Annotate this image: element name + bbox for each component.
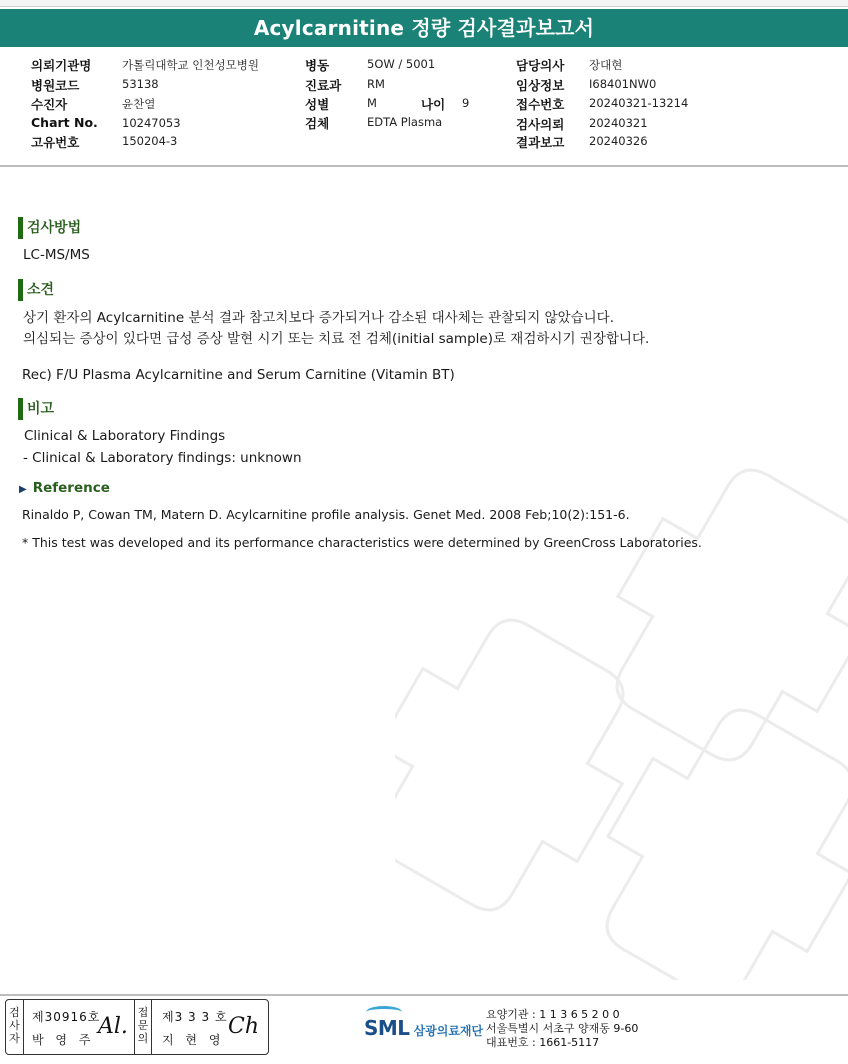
label-request-date: 검사의뢰	[516, 117, 565, 132]
value-sex: M	[367, 96, 377, 110]
value-unique-number: 150204-3	[122, 134, 178, 148]
contact-phone: 대표번호 : 1661-5117	[486, 1036, 600, 1049]
triangle-right-icon: ▶	[19, 484, 27, 495]
approver-signature: Ch	[228, 1014, 260, 1039]
label-physician: 담당의사	[516, 58, 565, 73]
section-title-remarks: 비고	[18, 398, 54, 420]
report-title: Acylcarnitine 정량 검사결과보고서	[0, 9, 848, 47]
reference-note: * This test was developed and its performance characteristics were determined by GreenCross Laboratories.	[22, 535, 702, 550]
label-receipt-number: 접수번호	[516, 97, 565, 112]
logo-mark: SML	[364, 1016, 410, 1040]
value-specimen: EDTA Plasma	[367, 115, 443, 129]
reference-title: Reference	[32, 480, 110, 496]
label-patient: 수진자	[31, 97, 68, 112]
top-strip	[0, 0, 848, 7]
value-requesting-institution: 가톨릭대학교 인천성모병원	[122, 58, 259, 72]
label-unique-number: 고유번호	[31, 135, 80, 150]
label-hospital-code: 병원코드	[31, 78, 80, 93]
label-specimen: 검체	[305, 116, 330, 131]
method-text: LC-MS/MS	[23, 247, 90, 263]
inspector-name: 박 영 주	[32, 1033, 95, 1047]
value-receipt-number: 20240321-13214	[589, 96, 689, 110]
value-physician: 장대현	[589, 58, 623, 72]
remarks-line-1: Clinical & Laboratory Findings	[24, 428, 226, 444]
remarks-line-2: - Clinical & Laboratory findings: unknown	[23, 450, 302, 466]
contact-institution-code: 요양기관 : 1 1 3 6 5 2 0 0	[486, 1008, 620, 1021]
findings-line-1: 상기 환자의 Acylcarnitine 분석 결과 참고치보다 증가되거나 감소된 대사체는 관찰되지 않았습니다.	[23, 310, 615, 326]
reference-citation: Rinaldo P, Cowan TM, Matern D. Acylcarnitine profile analysis. Genet Med. 2008 Feb;10(2):151-6.	[22, 507, 630, 522]
findings-recommendation: Rec) F/U Plasma Acylcarnitine and Serum Carnitine (Vitamin BT)	[22, 367, 455, 383]
logo-arc-icon	[366, 1006, 402, 1018]
label-clinical-info: 임상정보	[516, 78, 565, 93]
value-department: RM	[367, 77, 385, 91]
value-patient: 윤찬열	[122, 97, 156, 111]
label-department: 진료과	[305, 78, 342, 93]
inspector-column-label: 검 사 자	[6, 1000, 24, 1054]
label-chart-no: Chart No.	[31, 115, 98, 130]
label-requesting-institution: 의뢰기관명	[31, 58, 92, 73]
patient-info-panel	[0, 47, 848, 167]
reference-heading	[19, 480, 110, 496]
approver-name: 지 현 영	[162, 1033, 225, 1047]
findings-line-2: 의심되는 증상이 있다면 급성 증상 발현 시기 또는 치료 전 검체(initial sample)로 재검하시기 권장합니다.	[23, 331, 650, 347]
section-title-findings: 소견	[18, 279, 54, 301]
lab-contact-info	[486, 1008, 638, 1050]
approver-column-label: 접 문 의	[134, 1000, 152, 1054]
value-hospital-code: 53138	[122, 77, 159, 91]
value-chart-no: 10247053	[122, 116, 181, 130]
label-sex: 성별	[305, 97, 330, 112]
value-request-date: 20240321	[589, 116, 648, 130]
value-clinical-info: I68401NW0	[589, 77, 657, 91]
signature-box	[5, 999, 269, 1055]
value-report-date: 20240326	[589, 134, 648, 148]
contact-address: 서울특별시 서초구 양재동 9-60	[486, 1022, 639, 1035]
value-ward: 5OW / 5001	[367, 57, 436, 71]
value-age: 9	[462, 96, 470, 110]
label-report-date: 결과보고	[516, 135, 565, 150]
sml-logo	[364, 1008, 483, 1048]
label-ward: 병동	[305, 58, 330, 73]
inspector-license-number: 제30916호	[32, 1010, 101, 1024]
logo-name: 삼광의료재단	[413, 1024, 484, 1038]
section-title-method: 검사방법	[18, 217, 81, 239]
approver-license-number: 제3 3 3 호	[162, 1010, 228, 1024]
inspector-signature: Al.	[98, 1014, 128, 1039]
label-age: 나이	[421, 97, 446, 112]
